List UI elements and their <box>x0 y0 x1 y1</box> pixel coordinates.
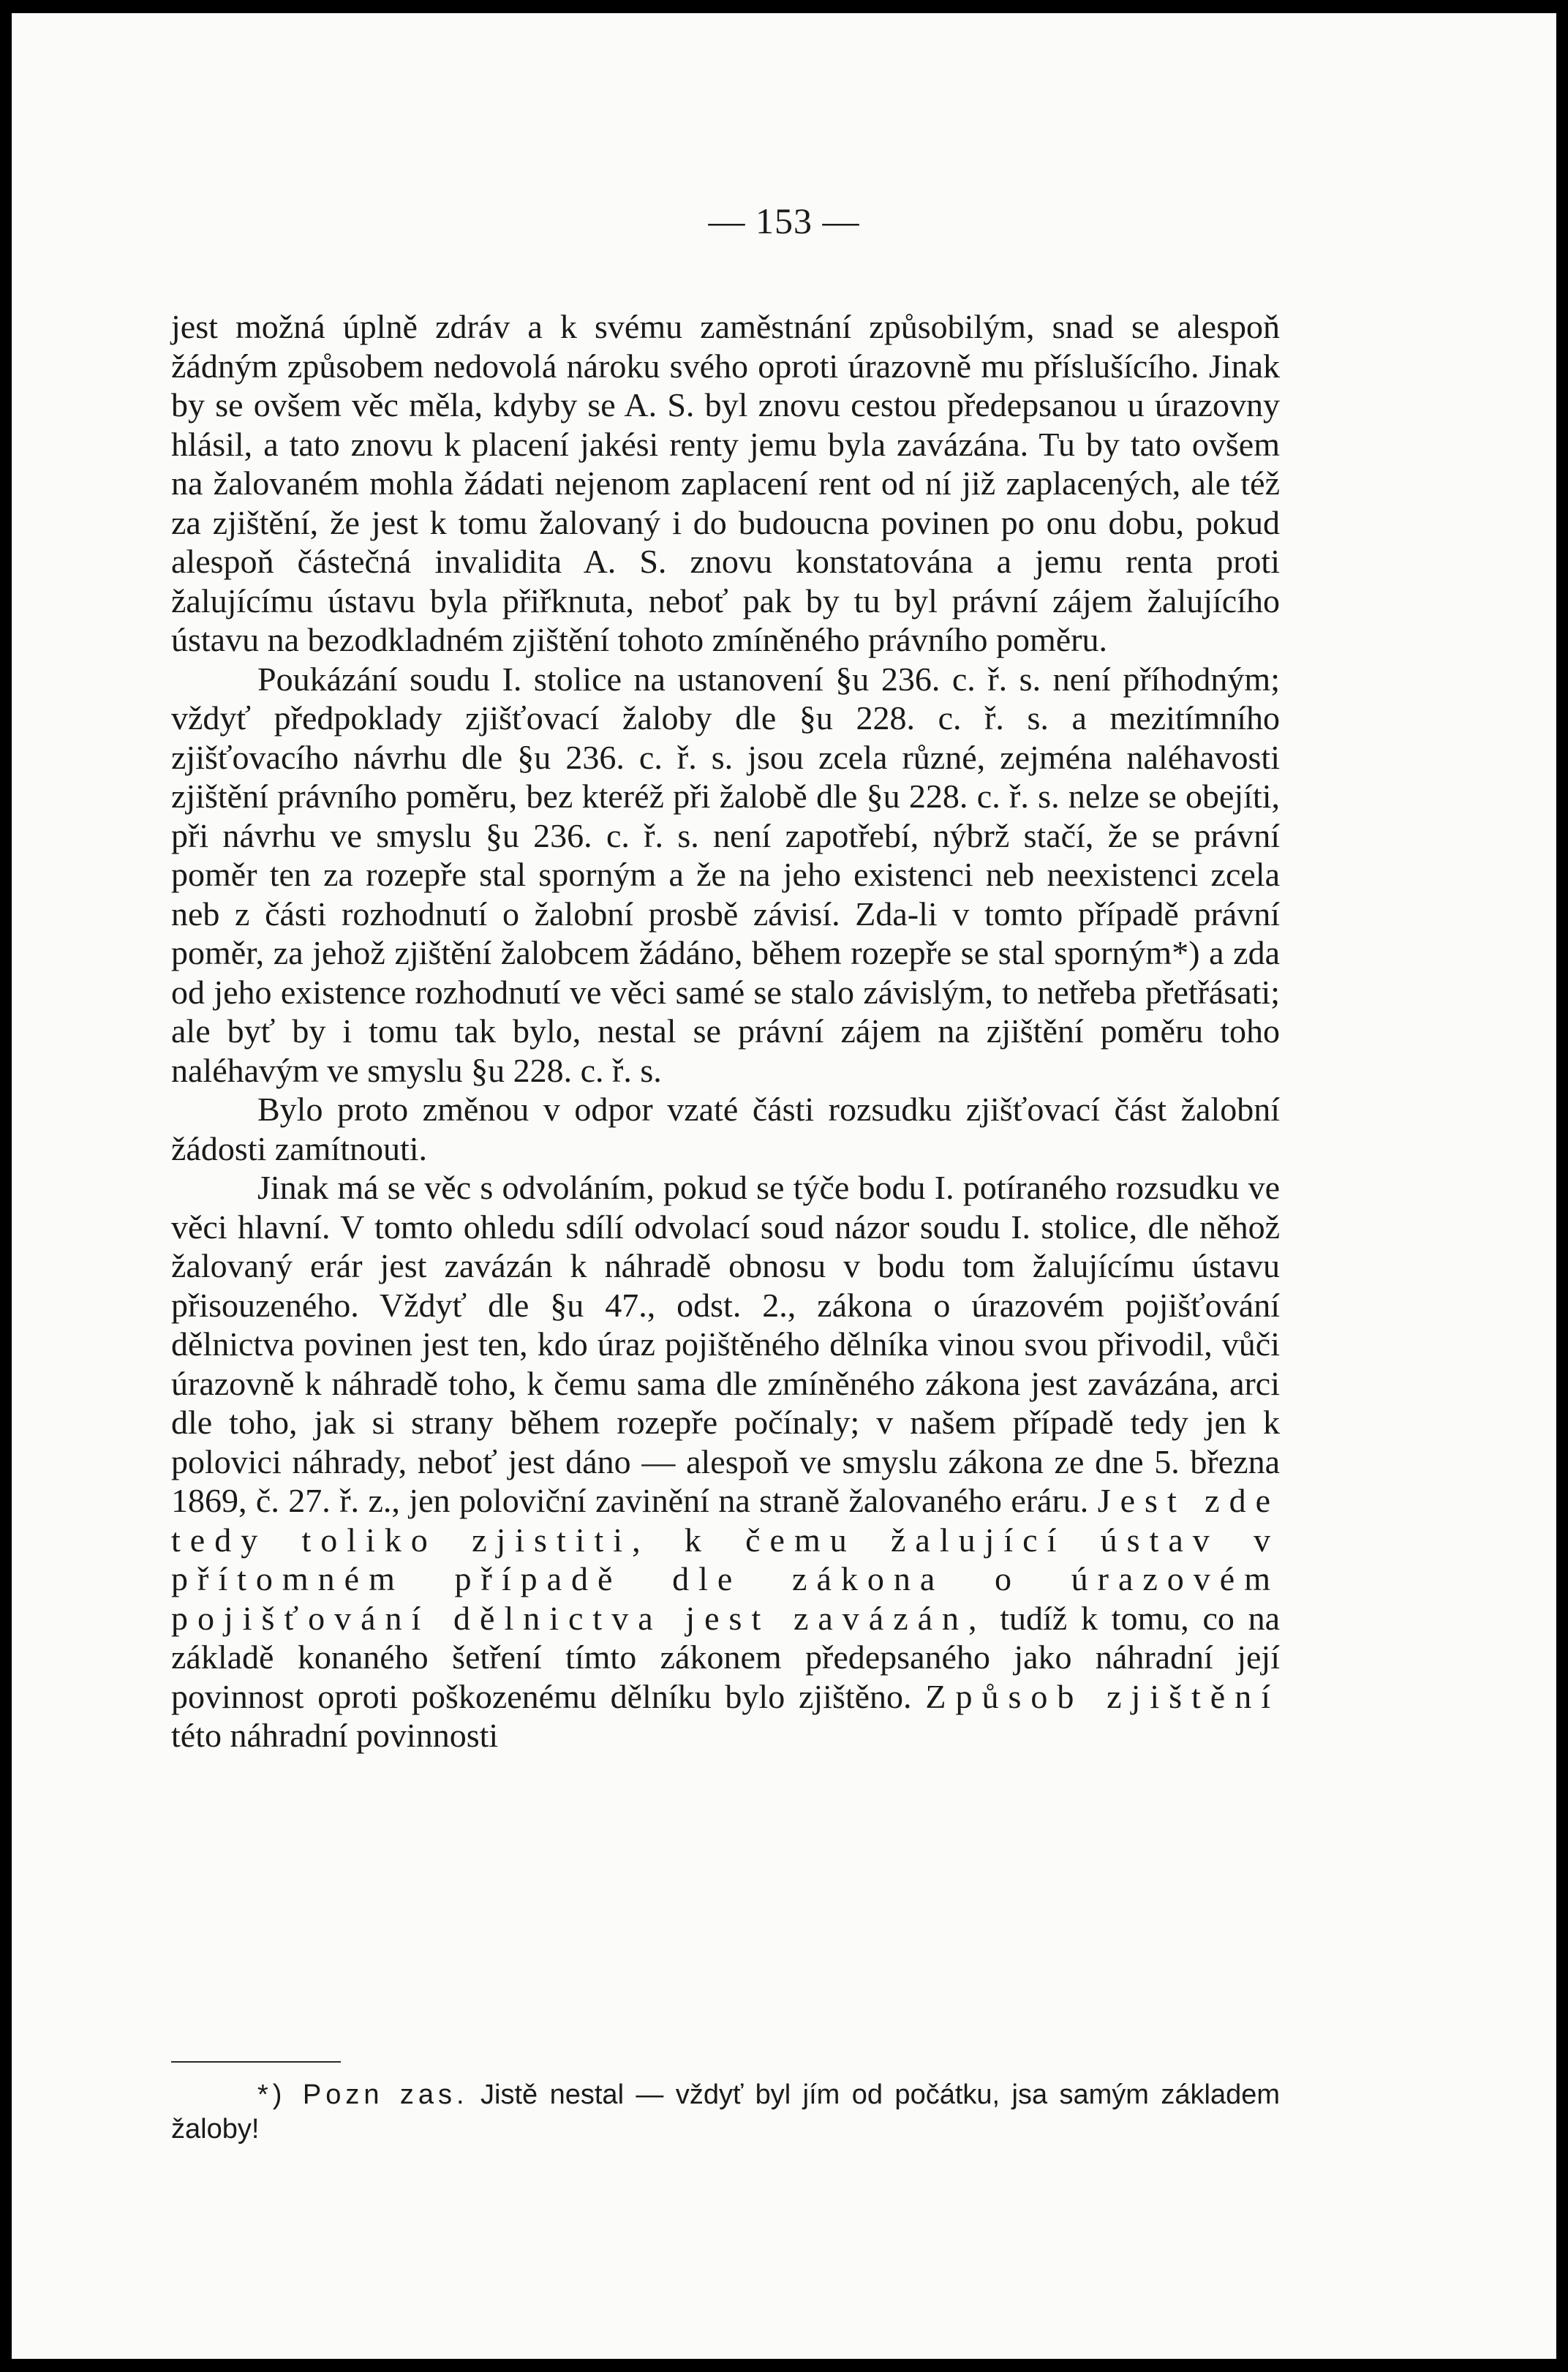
paragraph-2: Poukázání soudu I. stolice na ustanovení §u 236. c. ř. s. není příhodným; vždyť předpoklady zjišťovací žaloby dle §u 228. c. ř. s. a mezitímního zjišťovacího návrhu dle §u 236. c. ř. s. jsou zcela různé, zejména naléhavosti zjištění právního poměru, bez kteréž při žalobě dle §u 228. c. ř. s. nelze se obejíti, při návrhu ve smyslu §u 236. c. ř. s. není zapotřebí, nýbrž stačí, že se právní poměr ten za rozepře stal sporným a že na jeho existenci neb neexistenci zcela neb z části rozhodnutí o žalobní prosbě závisí. Zda-li v tomto případě právní poměr, za jehož zjištění žalobcem žádáno, během rozepře se stal sporným*) a zda od jeho existence rozhodnutí ve věci samé se stalo závislým, to netřeba přetřásati; ale byť by i tomu tak bylo, nestal se právní zájem na zjištění poměru toho naléhavým ve smyslu §u 228. c. ř. s. <box>171 660 1280 1089</box>
spaced-emphasis-2: Způsob zjištění <box>925 1677 1281 1715</box>
body-text <box>171 307 1280 1755</box>
paragraph-3: Bylo proto změnou v odpor vzaté části rozsudku zjišťovací část žalobní žádosti zamítnouti. <box>171 1091 1280 1167</box>
footnote <box>171 2078 1280 2147</box>
paragraph-4-ending: této náhradní povinnosti <box>171 1717 499 1754</box>
footnote-text <box>171 2078 1280 2147</box>
paragraph-4 <box>171 1168 1280 1755</box>
footnote-divider <box>171 2061 341 2063</box>
page-number: — 153 — <box>708 200 860 241</box>
paragraph-4-text: Jinak má se věc s odvoláním, pokud se týče bodu I. potíraného rozsudku ve věci hlavní. V tomto ohledu sdílí odvolací soud názor soudu I. stolice, dle něhož žalovaný erár jest zavázán k náhradě obnosu v bodu tom žalujícímu ústavu přisouzeného. Vždyť dle §u 47., odst. 2., zákona o úrazovém pojišťování dělnictva povinen jest ten, kdo úraz pojištěného dělníka vinou svou přivodil, vůči úrazovně k náhradě toho, k čemu sama dle zmíněného zákona jest zavázána, arci dle toho, jak si strany během rozepře počínaly; v našem případě tedy jen k polovici náhrady, neboť jest dáno — alespoň ve smyslu zákona ze dne 5. března 1869, č. 27. ř. z., jen poloviční zavinění na straně žalovaného eráru. <box>171 1169 1280 1519</box>
paragraph-1: jest možná úplně zdráv a k svému zaměstnání způsobilým, snad se alespoň žádným způsobem nedovolá nároku svého oproti úrazovně mu příslušícího. Jinak by se ovšem věc měla, kdyby se A. S. byl znovu cestou předepsanou u úrazovny hlásil, a tato znovu k placení jakési renty jemu byla zavázána. Tu by tato ovšem na žalovaném mohla žádati nejenom zaplacení rent od ní již zaplacených, ale též za zjištění, že jest k tomu žalovaný i do budoucna povinen po onu dobu, pokud alespoň částečná invalidita A. S. znovu konstatována a jemu renta proti žalujícímu ústavu byla přiřknuta, neboť pak by tu byl právní zájem žalujícího ústavu na bezodkladném zjištění tohoto zmíněného právního poměru. <box>171 308 1280 658</box>
paragraph-4-continuation: tudíž k tomu, co na základě konaného šetření tímto zákonem předepsaného jako náhradní její povinnost oproti poškozenému dělníku bylo zjištěno. <box>171 1599 1280 1715</box>
book-page <box>12 13 1556 2359</box>
footnote-body: Jistě nestal — vždyť byl jím od počátku, jsa samým základem žaloby! <box>171 2079 1281 2145</box>
footnote-marker: *) Pozn zas. <box>257 2079 469 2110</box>
spaced-emphasis-1: Jest zde tedy toliko zjistiti, k čemu žalující ústav v přítomném případě dle zákona o úrazovém pojišťování dělnictva jest zavázán, <box>171 1482 1280 1637</box>
